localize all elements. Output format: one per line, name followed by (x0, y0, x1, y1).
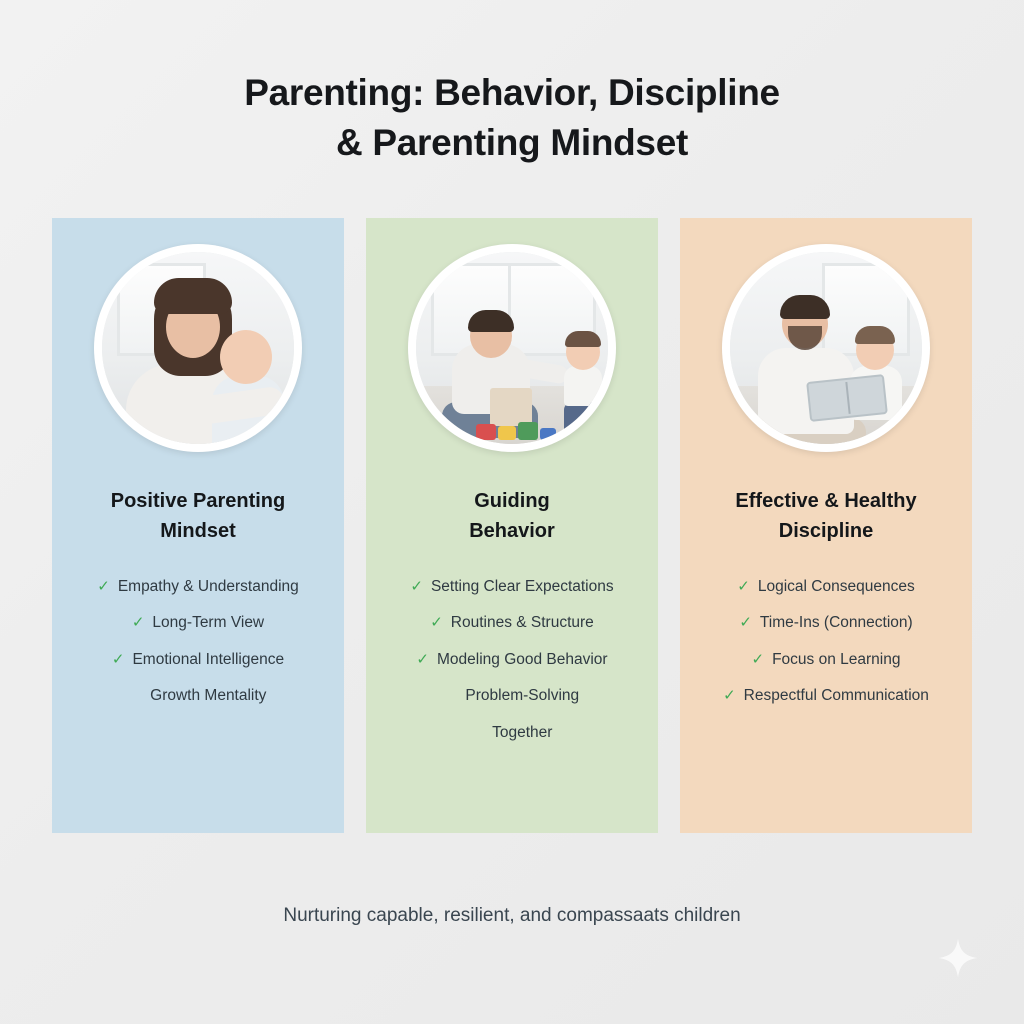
card-2-heading (451, 486, 573, 546)
list-item (382, 576, 642, 598)
card-positive-parenting-mindset (52, 218, 344, 833)
check-icon: ✓ (111, 650, 125, 668)
check-icon: ✓ (416, 650, 429, 668)
check-icon: ✓ (739, 614, 752, 632)
mother-holding-baby-photo (102, 252, 294, 444)
list-item (382, 612, 642, 634)
photo-frame-3 (722, 244, 930, 452)
card-2-heading-line-1: Guiding (474, 489, 550, 512)
father-reading-book-with-child-photo (730, 252, 922, 444)
list-item (382, 649, 642, 671)
list-item (382, 685, 642, 707)
card-1-heading-line-2: Mindset (160, 519, 236, 542)
card-1-bullet-list (52, 576, 344, 722)
check-icon: ✓ (131, 614, 145, 632)
list-item (68, 612, 328, 634)
card-3-bullet-list (680, 576, 972, 722)
list-item-label: Routines & Structure (450, 614, 594, 632)
list-item-label: Logical Consequences (757, 577, 915, 595)
list-item-label: Setting Clear Expectations (430, 577, 614, 595)
list-item (68, 576, 328, 598)
list-item-label: Together (492, 723, 553, 741)
page-title-line-1: Parenting: Behavior, Discipline (244, 72, 780, 113)
list-item (68, 685, 328, 707)
sparkle-icon (936, 936, 980, 980)
check-icon: ✓ (751, 650, 765, 668)
list-item (696, 649, 956, 671)
check-icon: ✓ (737, 577, 750, 595)
list-item (696, 576, 956, 598)
footer-tagline: Nurturing capable, resilient, and compassaats children (283, 905, 741, 926)
photo-frame-1 (94, 244, 302, 452)
father-playing-blocks-with-toddler-photo (416, 252, 608, 444)
list-item (382, 722, 642, 744)
card-1-heading (93, 486, 304, 546)
list-item-label: Time-Ins (Connection) (759, 614, 913, 632)
list-item-label: Empathy & Understanding (117, 577, 299, 595)
list-item-label: Focus on Learning (772, 650, 901, 668)
card-effective-healthy-discipline (680, 218, 972, 833)
card-2-bullet-list (366, 576, 658, 758)
list-item-label: Growth Mentality (150, 687, 267, 705)
list-item-label: Emotional Intelligence (132, 650, 285, 668)
check-icon: ✓ (430, 614, 443, 632)
check-icon: ✓ (410, 577, 423, 595)
list-item (696, 612, 956, 634)
card-3-heading-line-1: Effective & Healthy (735, 489, 917, 512)
card-2-heading-line-2: Behavior (469, 519, 555, 542)
photo-frame-2 (408, 244, 616, 452)
check-icon: ✓ (723, 687, 736, 705)
page-title (0, 0, 1024, 168)
page-title-line-2: & Parenting Mindset (336, 121, 688, 163)
list-item (696, 685, 956, 707)
list-item-label: Problem-Solving (465, 687, 580, 705)
card-guiding-behavior (366, 218, 658, 833)
list-item (68, 649, 328, 671)
card-3-heading (717, 486, 934, 546)
check-icon: ✓ (97, 577, 110, 595)
card-3-heading-line-2: Discipline (778, 519, 874, 542)
card-1-heading-line-1: Positive Parenting (110, 489, 286, 512)
list-item-label: Long-Term View (152, 614, 265, 632)
list-item-label: Respectful Communication (743, 687, 929, 705)
card-columns (0, 218, 1024, 833)
list-item-label: Modeling Good Behavior (436, 650, 608, 668)
